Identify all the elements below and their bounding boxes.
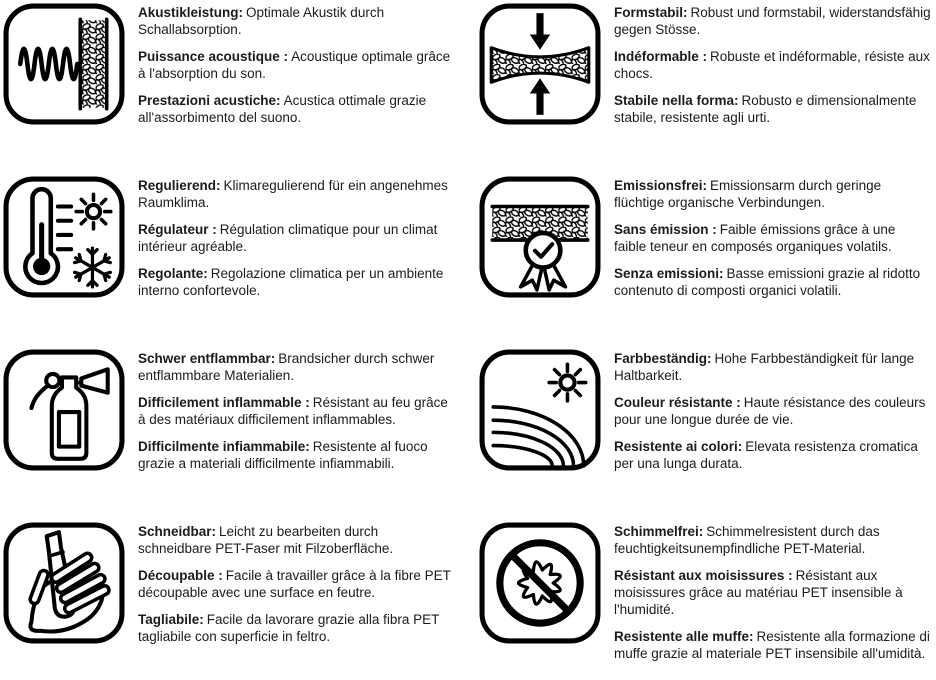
- feature-label: Farbbeständig:: [614, 351, 712, 366]
- feature-label: Couleur résistante :: [614, 395, 741, 410]
- feature-label: Difficilmente infiammabile:: [138, 439, 310, 454]
- feature-description: Résistant aux moisissures grâce au matériau PET insensible à l'humidité.: [614, 568, 903, 617]
- feature-description: Brandsicher durch schwer entflammbare Materialien.: [138, 351, 435, 383]
- feature-label: Régulateur :: [138, 222, 217, 237]
- feature-entry: [138, 4, 455, 38]
- feature-entry: [138, 611, 455, 645]
- feature-entry: [138, 523, 455, 557]
- feature-label: Découpable :: [138, 568, 223, 583]
- feature-texts: [614, 176, 933, 299]
- no-mold-icon: [479, 522, 601, 644]
- feature-texts: [614, 349, 933, 472]
- feature-description: Optimale Akustik durch Schallabsorption.: [138, 5, 385, 37]
- feature-entry: [614, 394, 931, 428]
- feature-texts: [138, 3, 457, 126]
- feature-label: Indéformable :: [614, 49, 708, 64]
- feature-description: Facile à travailler grâce à la fibre PET découpable avec une surface en feutre.: [138, 568, 451, 600]
- feature-entry: [138, 265, 455, 299]
- feature-description: Hohe Farbbeständigkeit für lange Haltbarkeit.: [614, 351, 915, 383]
- feature-label: Resistente alle muffe:: [614, 629, 754, 644]
- feature-label: Stabile nella forma:: [614, 93, 739, 108]
- feature-block: [3, 522, 457, 662]
- feature-texts: [138, 349, 457, 472]
- feature-description: Robusto e dimensionalmente stabile, resistente agli urti.: [614, 93, 917, 125]
- cuttable-icon: [3, 522, 125, 644]
- feature-label: Akustikleistung:: [138, 5, 244, 20]
- compression-resistance-icon: [479, 3, 601, 125]
- climate-regulation-icon: [3, 176, 125, 298]
- feature-texts: [614, 3, 933, 126]
- feature-label: Formstabil:: [614, 5, 688, 20]
- feature-description: Elevata resistenza cromatica per una lunga durata.: [614, 439, 918, 471]
- feature-description: Acustica ottimale grazie all'assorbimento del suono.: [138, 93, 427, 125]
- feature-description: Leicht zu bearbeiten durch schneidbare PET-Faser mit Filzoberfläche.: [138, 524, 394, 556]
- feature-texts: [138, 176, 457, 299]
- feature-label: Schneidbar:: [138, 524, 217, 539]
- feature-entry: [138, 92, 455, 126]
- feature-description: Basse emissioni grazie al ridotto contenuto di composti organici volatili.: [614, 266, 921, 298]
- feature-label: Emissionsfrei:: [614, 178, 708, 193]
- feature-block: [479, 522, 933, 662]
- feature-description: Klimaregulierend für ein angenehmes Raumklima.: [138, 178, 448, 210]
- feature-block: [479, 176, 933, 299]
- feature-entry: [138, 567, 455, 601]
- feature-label: Puissance acoustique :: [138, 49, 289, 64]
- feature-entry: [614, 438, 931, 472]
- feature-block: [3, 349, 457, 472]
- feature-entry: [138, 438, 455, 472]
- feature-description: Faible émissions grâce à une faible teneur en composés organiques volatils.: [614, 222, 896, 254]
- feature-label: Résistant aux moisissures :: [614, 568, 793, 583]
- feature-entry: [614, 92, 931, 126]
- feature-description: Emissionsarm durch geringe flüchtige organische Verbindungen.: [614, 178, 882, 210]
- feature-entry: [138, 177, 455, 211]
- feature-description: Schimmelresistent durch das feuchtigkeitsunempfindliche PET-Material.: [614, 524, 880, 556]
- feature-description: Résistant au feu grâce à des matériaux difficilement inflammables.: [138, 395, 448, 427]
- feature-label: Resistente ai colori:: [614, 439, 743, 454]
- feature-description: Facile da lavorare grazie alla fibra PET tagliabile con superficie in feltro.: [138, 612, 440, 644]
- feature-label: Schimmelfrei:: [614, 524, 704, 539]
- feature-block: [3, 3, 457, 126]
- feature-entry: [614, 48, 931, 82]
- feature-texts: [614, 522, 933, 662]
- feature-label: Regolante:: [138, 266, 208, 281]
- feature-label: Difficilement inflammable :: [138, 395, 310, 410]
- feature-label: Schwer entflammbar:: [138, 351, 276, 366]
- feature-description: Robust und formstabil, widerstandsfähig gegen Stösse.: [614, 5, 931, 37]
- feature-description: Resistente alla formazione di muffe grazie al materiale PET insensibile all'umidità.: [614, 629, 930, 661]
- fire-extinguisher-icon: [3, 349, 125, 471]
- low-emission-icon: [479, 176, 601, 298]
- feature-description: Haute résistance des couleurs pour une longue durée de vie.: [614, 395, 926, 427]
- feature-label: Regulierend:: [138, 178, 221, 193]
- feature-entry: [614, 628, 931, 662]
- feature-entry: [138, 394, 455, 428]
- feature-description: Régulation climatique pour un climat intérieur agréable.: [138, 222, 438, 254]
- feature-description: Robuste et indéformable, résiste aux chocs.: [614, 49, 930, 81]
- feature-description: Acoustique optimale grâce à l'absorption du son.: [138, 49, 451, 81]
- feature-entry: [614, 265, 931, 299]
- feature-entry: [614, 221, 931, 255]
- sound-absorption-icon: [3, 3, 125, 125]
- feature-texts: [138, 522, 457, 645]
- feature-entry: [614, 350, 931, 384]
- feature-description: Resistente al fuoco grazie a materiali difficilmente infiammabili.: [138, 439, 428, 471]
- feature-label: Tagliabile:: [138, 612, 204, 627]
- feature-entry: [138, 48, 455, 82]
- feature-block: [479, 349, 933, 472]
- feature-block: [3, 176, 457, 299]
- feature-label: Sans émission :: [614, 222, 717, 237]
- feature-entry: [614, 523, 931, 557]
- feature-block: [479, 3, 933, 126]
- feature-entry: [614, 4, 931, 38]
- feature-label: Senza emissioni:: [614, 266, 724, 281]
- feature-entry: [138, 221, 455, 255]
- feature-entry: [138, 350, 455, 384]
- feature-label: Prestazioni acustiche:: [138, 93, 281, 108]
- feature-entry: [614, 177, 931, 211]
- feature-entry: [614, 567, 931, 618]
- colorfast-icon: [479, 349, 601, 471]
- feature-description: Regolazione climatica per un ambiente interno confortevole.: [138, 266, 444, 298]
